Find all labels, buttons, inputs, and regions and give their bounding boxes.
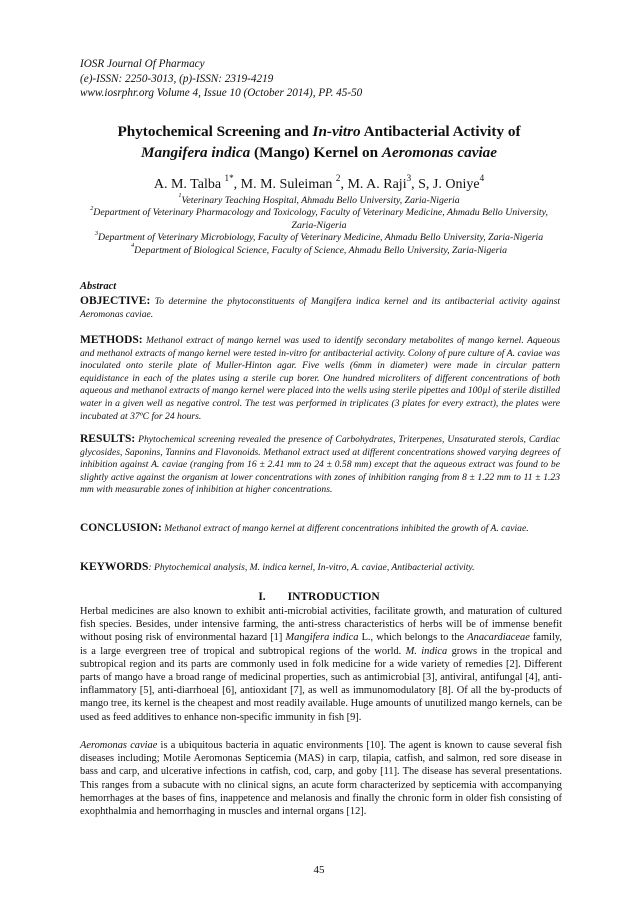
abstract-results: RESULTS: Phytochemical screening revealed the presence of Carbohydrates, Triterpenes, Unsaturated sterols, Cardiac glycosides, Saponins, Tannins and Flavonoids. Methanol extract used at different concentrations showed varying degrees of inhibition against A. caviae (ranging from 16 ± 2.41 mm to 24 ± 0.58 mm) except that the aqueous extract was found to be slightly active against the organism at lower concentrations with zones of inhibition ranging from 8 ± 1.22 mm to 11 ± 1.23 mm with measurable zones of inhibition at higher concentrations. <box>80 433 560 496</box>
section-heading: I. INTRODUCTION <box>258 591 380 603</box>
abstract-heading: Abstract <box>80 281 117 292</box>
affiliations <box>78 192 560 257</box>
abstract-keywords: KEYWORDS: Phytochemical analysis, M. indica kernel, In-vitro, A. caviae, Antibacterial activity. <box>80 561 475 573</box>
paper-title: Phytochemical Screening and In-vitro Antibacterial Activity of Mangifera indica (Mango) Kernel on Aeromonas caviae <box>117 123 521 161</box>
intro-paragraph-1: Herbal medicines are also known to exhibit anti-microbial activities, facilitate growth, and maturation of cultured fish species. Besides, under intensive farming, the anti-stress characteristics of herbs will be of immense benefit without posing risk of environmental hazard [1] Mangifera indica L., which belongs to the Anacardiaceae family, is a large evergreen tree of tropical and subtropical regions of the world. M. indica grows in the tropical and subtropical region and its parts are commonly used in folk medicine for a wide variety of remedies [2]. Different parts of mango have a broad range of medicinal properties, such as antimicrobial [3], antiviral, antifungal [4], anti-inflammatory [5], anti-diarrhoeal [6], antioxidant [7], as well as immunomodulatory [8]. Of all the by-products of mango tree, its kernel is the cheapest and most readily available. Huge amounts of unutilized mango kernels, can be used as feed additives to enhance non-specific immunity in fish [9]. <box>80 606 562 723</box>
affiliation: $^3$Department of Veterinary Microbiology, Faculty of Veterinary Medicine, Ahmadu Bello University, Zaria-Nigeria <box>94 229 544 244</box>
affiliation: $^4$Department of Biological Science, Faculty of Science, Ahmadu Bello University, Zaria-Nigeria <box>130 242 508 256</box>
affiliation: $^1$Veterinary Teaching Hospital, Ahmadu Bello University, Zaria-Nigeria <box>178 192 460 206</box>
affiliation: $^2$Department of Veterinary Pharmacology and Toxicology, Faculty of Veterinary Medicine, Ahmadu Bello University, Zaria-Nigeria <box>90 204 548 231</box>
journal-header <box>80 57 362 101</box>
intro-paragraph-2: Aeromonas caviae is a ubiquitous bacteria in aquatic environments [10]. The agent is known to cause several fish diseases including; Motile Aeromonas Septicemia (MAS) in carp, tilapia, catfish, and salmon, red sore disease in bass and carp, and ulcerative infections in catfish, cod, carp, and goby [11]. The disease has several presentations. This ranges from a subacute with no clinical signs, an acute form characterized by septicemia with accompanying hemorrhages at the bases of fins, inappetence and melanosis and finally the chronic form in older fish consisting of exophthalmia and hemorrhaging in muscles and internal organs [12]. <box>80 740 562 818</box>
journal-issn: (e)-ISSN: 2250-3013, (p)-ISSN: 2319-4219 <box>80 72 274 85</box>
author-list: A. M. Talba $^{1*}$, M. M. Suleiman $^2$, M. A. Raji$^3$, S, J. Oniye$^4$ <box>153 172 485 192</box>
abstract-conclusion: CONCLUSION: Methanol extract of mango kernel at different concentrations inhibited the growth of A. caviae. <box>80 522 529 534</box>
journal-name: IOSR Journal Of Pharmacy <box>80 58 205 70</box>
abstract-methods: METHODS: Methanol extract of mango kernel was used to identify secondary metabolites of mango kernel. Aqueous and methanol extracts of mango kernel were tested in-vitro for antibacterial activity. Colony of pure culture of A. caviae was inoculated onto sterile plate of Muller-Hinton agar. Five wells (6mm in diameter) were made in circular pattern equidistance in each of the plates using a sterile cup borer. One hundred microliters of different concentrations of both aqueous and methanol extracts of mango kernel were placed into the wells using sterile pipettes and 100µl of sterile distilled water in a given well as negative control. The test was performed in triplicates (3 plates for every extract), the plates were incubated at 37ºC for 24 hours. <box>80 334 560 422</box>
page-number: 45 <box>313 864 325 876</box>
journal-volume: www.iosrphr.org Volume 4, Issue 10 (October 2014), PP. 45-50 <box>80 87 363 99</box>
abstract-objective: OBJECTIVE: To determine the phytoconstituents of Mangifera indica kernel and its antibacterial activity against Aeromonas caviae. <box>80 295 560 320</box>
